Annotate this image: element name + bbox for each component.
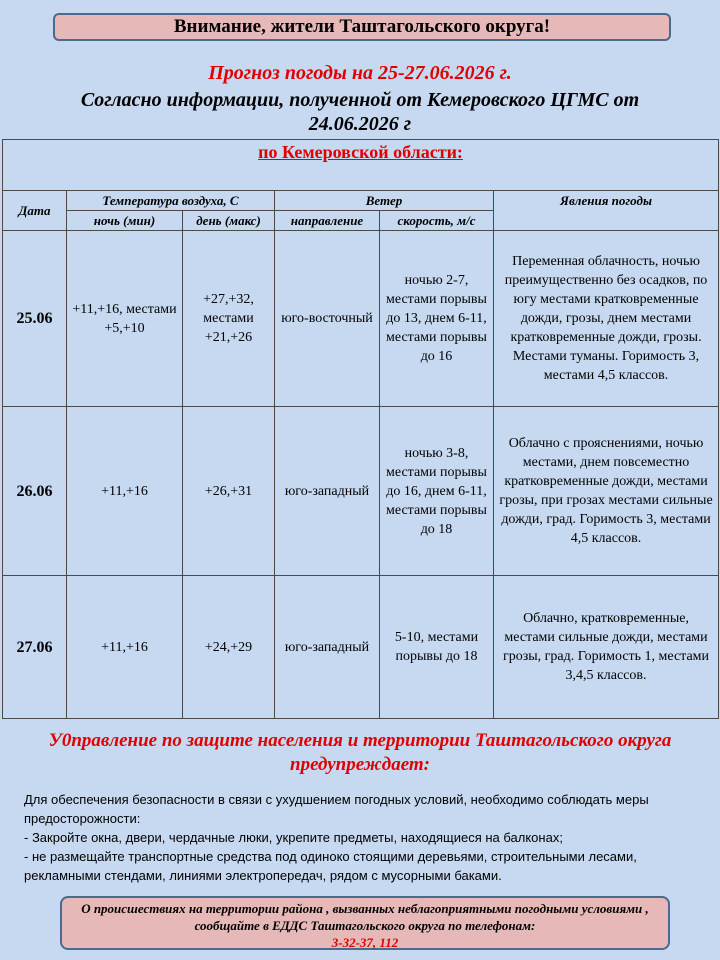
row-date: 26.06 <box>3 407 67 576</box>
row-phenomena: Облачно, кратковременные, местами сильные дожди, местами грозы, град. Горимость 1, местами 3,4,5 классов. <box>494 576 719 719</box>
header-temperature: Температура воздуха, С <box>67 191 275 211</box>
advice-item: - Закройте окна, двери, чердачные люки, укрепите предметы, находящиеся на балконах; <box>24 830 563 845</box>
banner-text: Внимание, жители Таштагольского округа! <box>173 16 551 37</box>
row-wind-speed: ночью 2-7, местами порывы до 13, днем 6-11, местами порывы до 16 <box>380 231 494 407</box>
warning-title: У0правление по защите населения и территории Таштагольского округа предупреждает: <box>48 730 672 775</box>
region-header <box>3 140 719 191</box>
advice-intro: Для обеспечения безопасности в связи с ухудшением погодных условий, необходимо соблюдать меры предосторожности: <box>24 792 649 826</box>
table-row <box>3 231 719 407</box>
header-wind: Ветер <box>275 191 494 211</box>
row-date: 27.06 <box>3 576 67 719</box>
warning-banner <box>53 13 671 41</box>
header-direction: направление <box>275 211 380 231</box>
row-phenomena: Переменная облачность, ночью преимущественно без осадков, по югу местами кратковременные дожди, грозы, днем местами кратковременные дожди, грозы. Местами туманы. Горимость 3, местами 4,5 классов. <box>494 231 719 407</box>
row-day-temp: +27,+32, местами +21,+26 <box>183 231 275 407</box>
header-day: день (макс) <box>183 211 275 231</box>
row-night-temp: +11,+16, местами +5,+10 <box>67 231 183 407</box>
header-phenomena: Явления погоды <box>494 191 719 231</box>
header-night: ночь (мин) <box>67 211 183 231</box>
row-wind-speed: 5-10, местами порывы до 18 <box>380 576 494 719</box>
table-row <box>3 407 719 576</box>
row-date: 25.06 <box>3 231 67 407</box>
table-row <box>3 576 719 719</box>
source-note: Согласно информации, полученной от Кемеровского ЦГМС от 24.06.2026 г <box>80 89 640 135</box>
contact-phones: 3-32-37, 112 <box>331 935 399 950</box>
region-label: по Кемеровской области: <box>258 142 463 162</box>
contact-box <box>60 896 670 950</box>
contact-text: О происшествиях на территории района , вызванных неблагоприятными погодными условиями , сообщайте в ЕДДС Таштагольского округа по телефонам: <box>81 901 649 933</box>
row-night-temp: +11,+16 <box>67 576 183 719</box>
forecast-table <box>2 139 719 719</box>
safety-advice <box>24 790 714 885</box>
row-phenomena: Облачно с прояснениями, ночью местами, днем повсеместно кратковременные дожди, местами грозы, при грозах местами сильные дожди, град. Горимость 3, местами 4,5 классов. <box>494 407 719 576</box>
row-wind-direction: юго-восточный <box>275 231 380 407</box>
row-wind-speed: ночью 3-8, местами порывы до 16, днем 6-11, местами порывы до 18 <box>380 407 494 576</box>
row-day-temp: +26,+31 <box>183 407 275 576</box>
advice-item: - не размещайте транспортные средства под одиноко стоящими деревьями, строительными лесами, рекламными стендами, линиями электропередач, рядом с мусорными баками. <box>24 849 637 883</box>
forecast-title: Прогноз погоды на 25-27.06.2026 г. <box>208 62 512 84</box>
row-night-temp: +11,+16 <box>67 407 183 576</box>
row-day-temp: +24,+29 <box>183 576 275 719</box>
row-wind-direction: юго-западный <box>275 407 380 576</box>
header-speed: скорость, м/с <box>380 211 494 231</box>
header-date: Дата <box>3 191 67 231</box>
row-wind-direction: юго-западный <box>275 576 380 719</box>
